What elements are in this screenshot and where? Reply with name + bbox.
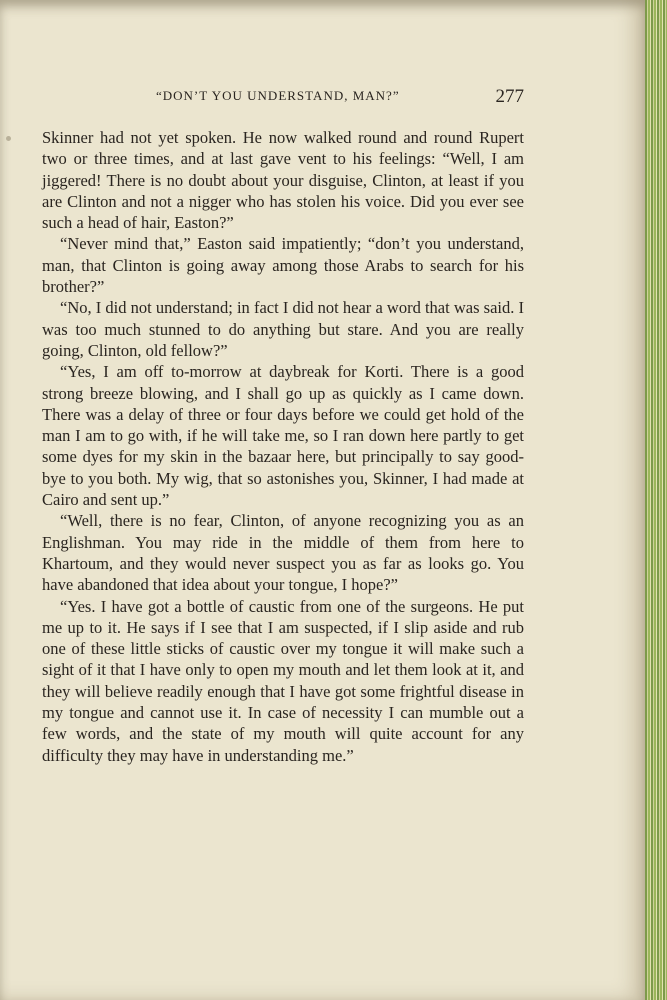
- paragraph-6: “Yes. I have got a bottle of caustic from one of the surgeons. He put me up to it. He says if I see that I am suspected, if I slip aside and rub one of these little sticks of caustic over my tongue it will make such a sight of it that I have only to open my mouth and let them look at it, and they will believe readily enough that I have got some frightful disease in my tongue and cannot use it. In case of necessity I can mumble out a few words, and the state of my mouth will quite account for any difficulty they may have in understanding me.”: [42, 596, 524, 765]
- paragraph-2: “Never mind that,” Easton said impatiently; “don’t you understand, man, that Clinton is going away among those Arabs to search for his brother?”: [42, 234, 524, 297]
- running-head: “DON’T YOU UNDERSTAND, MAN?”: [156, 88, 400, 103]
- body-text: [42, 127, 524, 766]
- book-fore-edge: [645, 0, 667, 1000]
- page-header: [42, 86, 524, 112]
- paragraph-4: “Yes, I am off to-morrow at daybreak for Korti. There is a good strong breeze blowing, and I shall go up as quickly as I came down. There was a delay of three or four days before we could get hold of the man I am to go with, if he will take me, so I ran down here partly to get some dyes for my skin in the bazaar here, but principally to say good-bye to you both. My wig, that so astonishes you, Skinner, I had made at Cairo and sent up.”: [42, 362, 524, 510]
- paragraph-3: “No, I did not understand; in fact I did not hear a word that was said. I was too much stunned to do anything but stare. And you are really going, Clinton, old fellow?”: [42, 298, 524, 360]
- paragraph-5: “Well, there is no fear, Clinton, of anyone recognizing you as an Englishman. You may ride in the middle of them from here to Khartoum, and they would never suspect you as far as looks go. You have abandoned that idea about your tongue, I hope?”: [42, 511, 524, 595]
- paragraph-1: Skinner had not yet spoken. He now walked round and round Rupert two or three times, and at last gave vent to his feelings: “Well, I am jiggered! There is no doubt about your disguise, Clinton, at least if you are Clinton and not a nigger who has stolen his voice. Did you ever see such a head of hair, Easton?”: [42, 128, 524, 233]
- paper-speck: [6, 136, 11, 141]
- page-number: 277: [495, 86, 524, 107]
